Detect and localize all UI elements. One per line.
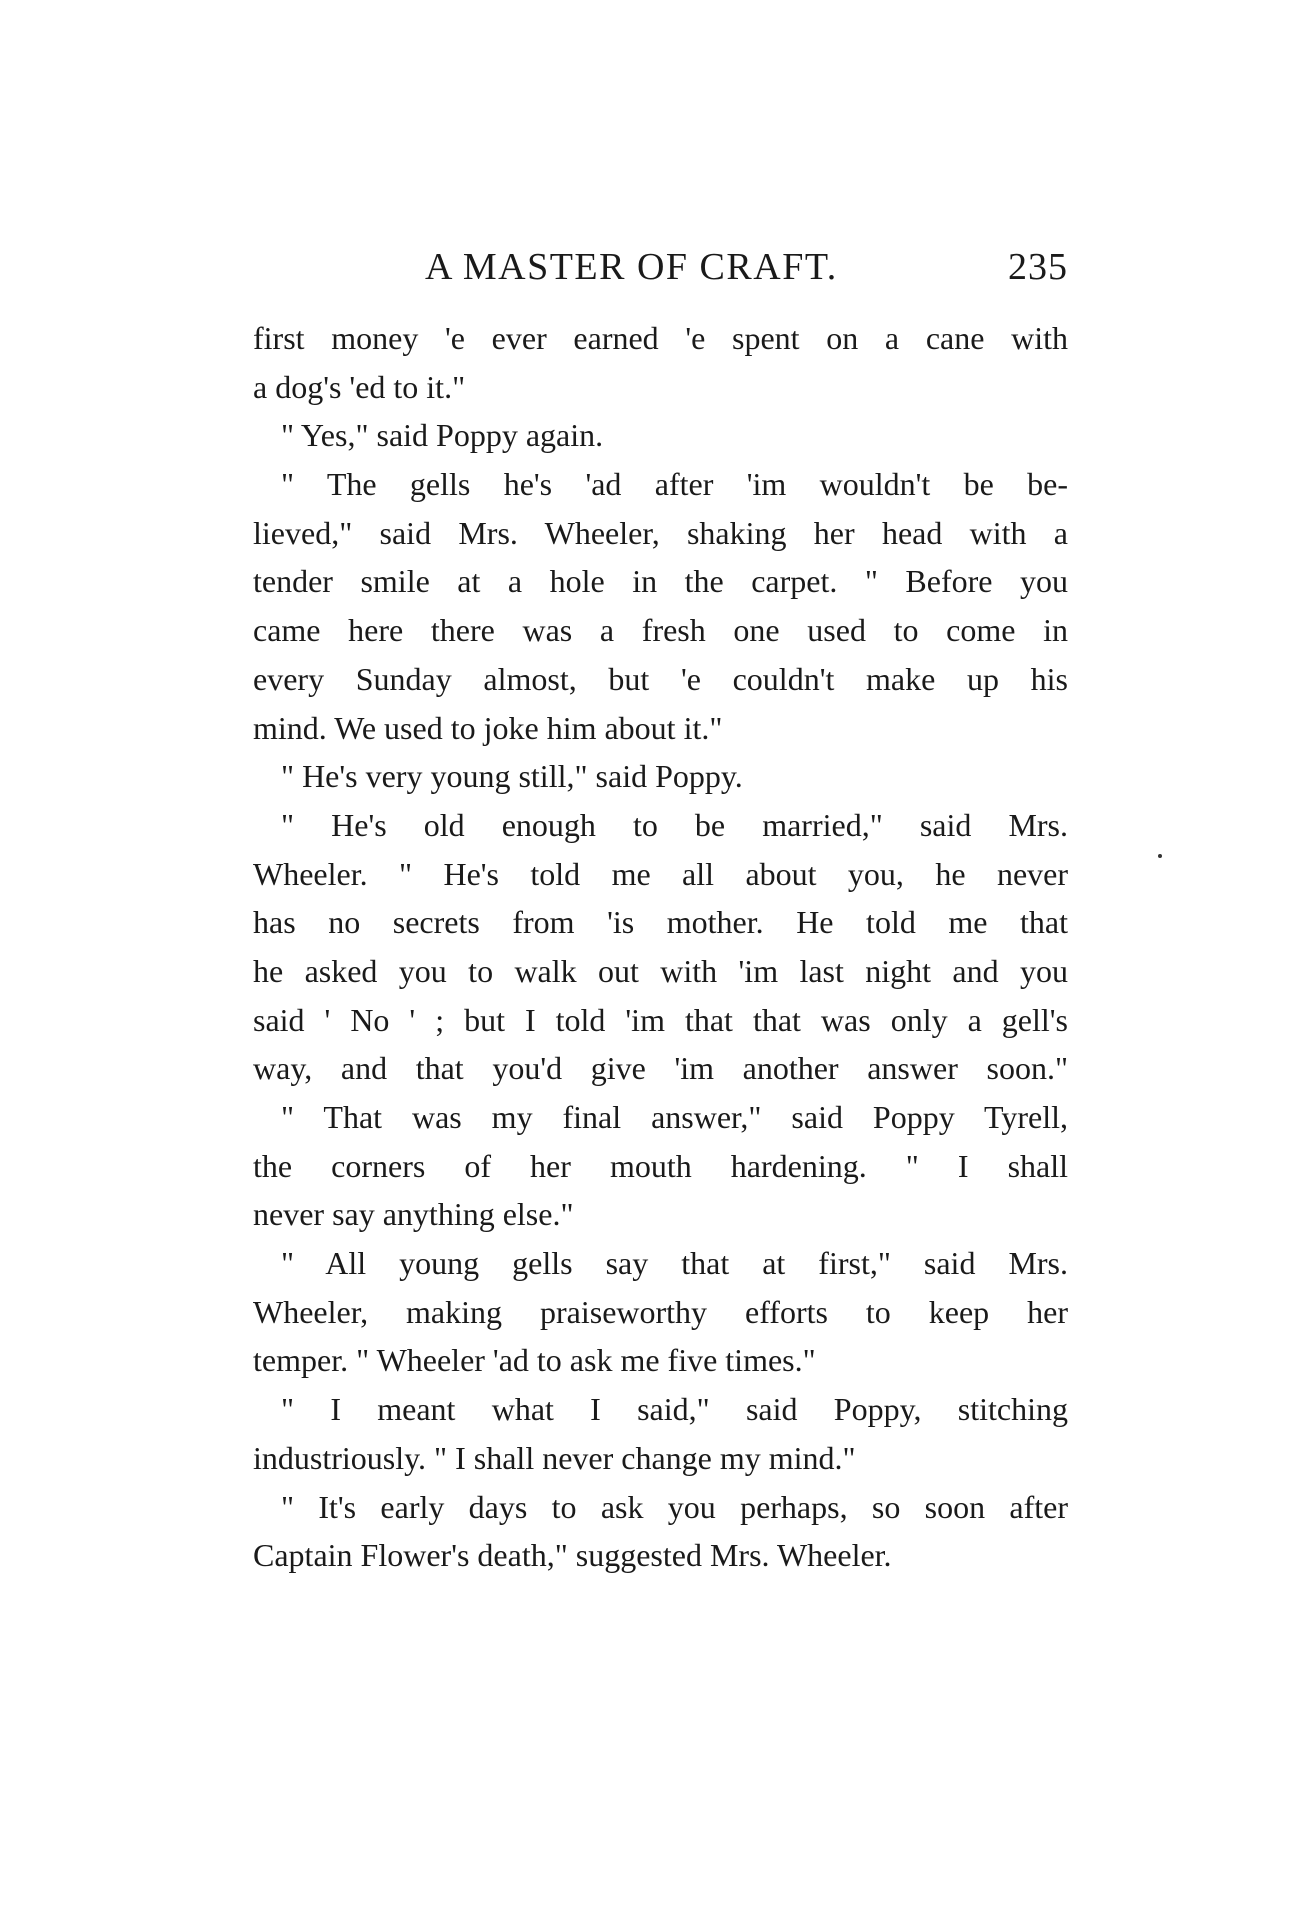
text-line: temper. " Wheeler 'ad to ask me five times.": [253, 1342, 816, 1379]
text-line: " Yes," said Poppy again.: [281, 417, 604, 454]
ink-speck: [1158, 854, 1162, 858]
page-number: 235: [1008, 246, 1068, 288]
text-line: Captain Flower's death," suggested Mrs. Wheeler.: [253, 1537, 892, 1574]
text-line: never say anything else.": [253, 1196, 574, 1233]
text-line: " I meant what I said," said Poppy, stitching: [281, 1391, 1068, 1428]
text-line: industriously. " I shall never change my mind.": [253, 1439, 856, 1476]
text-line: came here there was a fresh one used to come in: [253, 612, 1068, 649]
text-line: " All young gells say that at first," said Mrs.: [281, 1245, 1068, 1282]
text-line: mind. We used to joke him about it.": [253, 709, 723, 746]
body-text: [253, 314, 1068, 1580]
text-line: " The gells he's 'ad after 'im wouldn't be be-: [281, 466, 1068, 503]
text-line: Wheeler. " He's told me all about you, he never: [253, 855, 1068, 892]
text-line: Wheeler, making praiseworthy efforts to keep her: [253, 1293, 1068, 1330]
text-line: " That was my final answer," said Poppy Tyrell,: [281, 1099, 1068, 1135]
text-line: first money 'e ever earned 'e spent on a cane with: [253, 320, 1068, 356]
text-line: " It's early days to ask you perhaps, so soon after: [281, 1488, 1068, 1525]
text-line: " He's very young still," said Poppy.: [281, 758, 743, 795]
running-title: A MASTER OF CRAFT.: [425, 246, 838, 288]
text-line: he asked you to walk out with 'im last night and you: [253, 952, 1068, 989]
text-line: way, and that you'd give 'im another answer soon.": [253, 1050, 1068, 1087]
text-line: lieved," said Mrs. Wheeler, shaking her head with a: [253, 514, 1068, 551]
text-line: the corners of her mouth hardening. " I shall: [253, 1147, 1068, 1184]
text-line: has no secrets from 'is mother. He told me that: [253, 904, 1068, 941]
text-line: every Sunday almost, but 'e couldn't make up his: [253, 660, 1068, 697]
text-line: " He's old enough to be married," said Mrs.: [281, 806, 1068, 843]
text-line: tender smile at a hole in the carpet. " Before you: [253, 563, 1068, 600]
page-header: [250, 242, 1068, 292]
text-line: said ' No ' ; but I told 'im that that was only a gell's: [253, 1001, 1068, 1038]
text-line: a dog's 'ed to it.": [253, 368, 466, 405]
